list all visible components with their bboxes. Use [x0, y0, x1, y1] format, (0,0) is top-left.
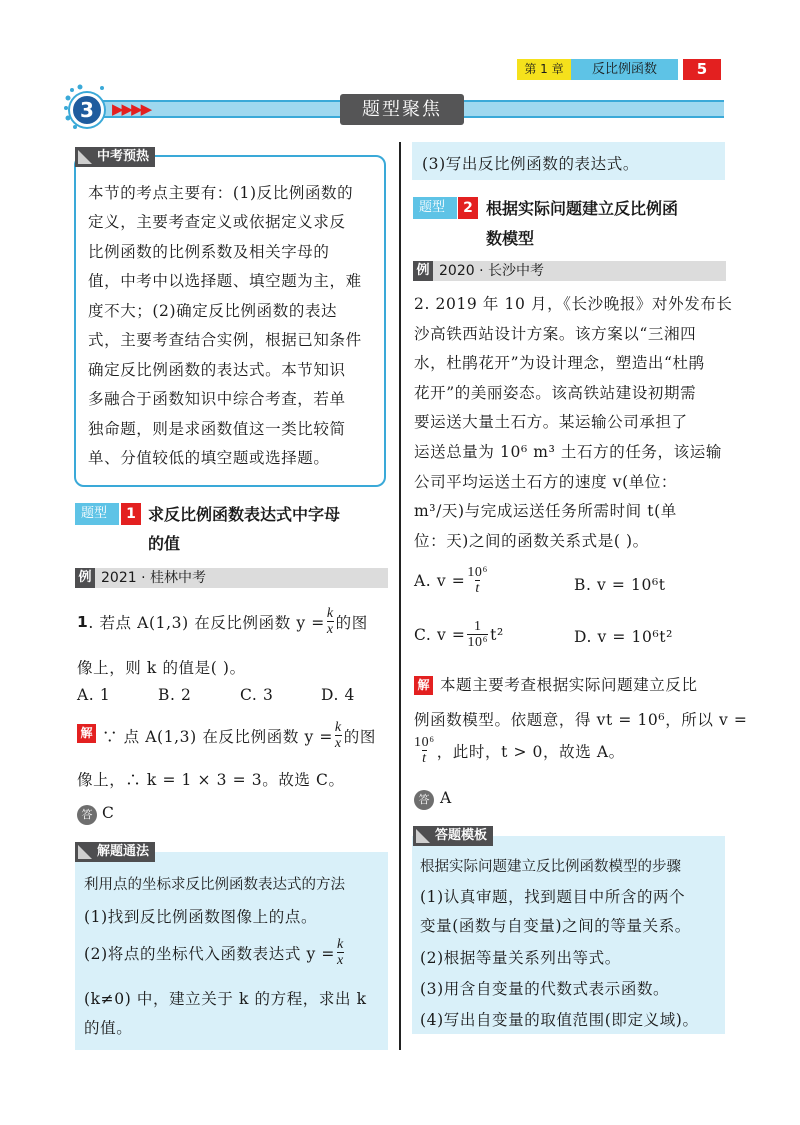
option-d: D. v = 10⁶t² [574, 628, 673, 646]
template-step: (1)认真审题，找到题目中所含的两个 [420, 888, 686, 906]
question-type-title: 根据实际问题建立反比例函 [486, 199, 679, 218]
option-text: C. v = [414, 626, 466, 644]
template-label-text: 答题模板 [435, 828, 488, 843]
section-title: 题型聚焦 [340, 94, 464, 125]
option-c: C. 3 [240, 686, 274, 704]
answer-mark: 答 [414, 790, 434, 810]
question-type-number: 1 [121, 503, 141, 525]
solution-text: 的图 [343, 728, 376, 746]
option-a: A. 1 [77, 686, 111, 704]
question-line: 2. 2019 年 10 月，《长沙晚报》对外发布长 [414, 295, 733, 313]
template-title: 根据实际问题建立反比例函数模型的步骤 [420, 859, 681, 875]
question-line: 公司平均运送土石方的速度 v(单位： [414, 473, 678, 491]
method-title: 利用点的坐标求反比例函数表达式的方法 [84, 877, 345, 893]
chapter-title: 反比例函数 [571, 59, 678, 80]
example-mark: 例 [413, 261, 433, 281]
method-step-1: (1)找到反比例函数图像上的点。 [84, 908, 318, 926]
option-a [414, 566, 490, 596]
template-label [413, 826, 493, 846]
preview-line: 确定反比例函数的表达式。本节知识 [88, 361, 346, 379]
solution-mark: 解 [77, 724, 96, 743]
method-step-3: (3)写出反比例函数的表达式。 [422, 155, 639, 173]
column-divider [399, 142, 401, 1050]
corner-triangle-icon [78, 150, 92, 164]
fraction-denominator: t [475, 581, 480, 596]
preview-line: 多融合于函数知识中综合考查，若单 [88, 390, 346, 408]
question-type-number: 2 [458, 197, 478, 219]
fraction-denominator: x [336, 953, 344, 968]
question-line: m³/天)与完成运送任务所需时间 t(单 [414, 502, 677, 520]
question-number: 1 [77, 613, 89, 631]
question-line: 沙高铁西站设计方案。该方案以“三湘四 [414, 325, 697, 343]
question-type-tag: 题型 [75, 503, 119, 525]
section-number: 3 [70, 93, 104, 127]
preview-line: 单、分值较低的填空题或选择题。 [88, 449, 330, 467]
answer-value: A [440, 789, 452, 807]
option-text: t² [490, 626, 504, 644]
method-label [75, 842, 155, 862]
example-source: 2021 · 桂林中考 [101, 570, 206, 586]
question-1 [77, 607, 368, 637]
solution-line: 例函数模型。依题意，得 vt = 10⁶，所以 v = [414, 711, 748, 729]
corner-triangle-icon [416, 829, 430, 843]
method-step-text: (2)将点的坐标代入函数表达式 y = [84, 945, 335, 963]
solution-line: 本题主要考查根据实际问题建立反比 [440, 676, 698, 694]
chapter-number: 第 1 章 [517, 59, 571, 80]
exam-preview-label [75, 147, 155, 167]
corner-triangle-icon [78, 845, 92, 859]
question-line: 运送总量为 10⁶ m³ 土石方的任务，该运输 [414, 443, 722, 461]
fraction-numerator: 10⁶ [414, 735, 435, 750]
template-step: 变量(函数与自变量)之间的等量关系。 [420, 917, 691, 935]
fraction [414, 736, 435, 766]
fraction-denominator: 10⁶ [467, 635, 489, 650]
question-line: 像上，则 k 的值是( )。 [77, 659, 246, 677]
preview-line: 式，主要考查结合实例，根据已知条件 [88, 331, 362, 349]
method-step-line: 的值。 [84, 1019, 133, 1037]
question-type-tag: 题型 [413, 197, 457, 219]
answer-value: C [102, 804, 115, 822]
solution-text: ∵ 点 A(1,3) 在反比例函数 y = [102, 728, 333, 746]
template-step: (2)根据等量关系列出等式。 [420, 949, 621, 967]
fraction-numerator: 10⁶ [467, 565, 489, 580]
solution-1 [102, 721, 376, 751]
arrows-icon: ▶▶▶▶ [112, 100, 151, 118]
fraction-denominator: x [334, 736, 342, 751]
question-line: 花开”的美丽姿态。该高铁站建设初期需 [414, 384, 697, 402]
preview-line: 定义，主要考查定义或依据定义求反 [88, 213, 346, 231]
example-source: 2020 · 长沙中考 [439, 263, 544, 279]
option-c [414, 620, 504, 650]
preview-line: 本节的考点主要有：(1)反比例函数的 [88, 184, 354, 202]
preview-line: 值，中考中以选择题、填空题为主，难 [88, 272, 362, 290]
question-type-title: 数模型 [486, 229, 535, 248]
question-line: 水，杜鹃花开”为设计理念，塑造出“杜鹃 [414, 354, 705, 372]
question-type-title: 的值 [148, 534, 181, 553]
option-text: A. v = [414, 572, 466, 590]
solution-mark: 解 [414, 676, 433, 695]
preview-line: 比例函数的比例系数及相关字母的 [88, 243, 330, 261]
solution-line: 像上，∴ k = 1 × 3 = 3。故选 C。 [77, 771, 345, 789]
fraction-denominator: x [326, 622, 334, 637]
method-step-2 [84, 938, 346, 968]
solution-line-3 [414, 736, 625, 766]
preview-line: 独命题，则是求函数值这一类比较简 [88, 420, 346, 438]
fraction-numerator: k [334, 720, 342, 735]
fraction [337, 938, 344, 968]
question-type-title: 求反比例函数表达式中字母 [148, 505, 341, 524]
option-d: D. 4 [321, 686, 355, 704]
question-text: 的图 [335, 614, 368, 632]
chapter-header [517, 59, 678, 80]
fraction-numerator: k [336, 937, 344, 952]
fraction-numerator: k [326, 606, 334, 621]
exam-preview-label-text: 中考预热 [97, 149, 150, 164]
preview-line: 度不大；(2)确定反比例函数的表达 [88, 302, 338, 320]
solution-text: ，此时，t > 0，故选 A。 [436, 743, 625, 761]
option-b: B. 2 [158, 686, 192, 704]
method-label-text: 解题通法 [97, 844, 150, 859]
page-number: 5 [683, 59, 721, 80]
fraction-numerator: 1 [473, 619, 482, 634]
fraction [467, 566, 488, 596]
answer-mark: 答 [77, 805, 97, 825]
question-line: 要运送大量土石方。某运输公司承担了 [414, 413, 688, 431]
method-step-line: (k≠0) 中，建立关于 k 的方程，求出 k [84, 990, 367, 1008]
question-text: . 若点 A(1,3) 在反比例函数 y = [88, 614, 325, 632]
template-step: (4)写出自变量的取值范围(即定义域)。 [420, 1011, 699, 1029]
fraction [327, 607, 334, 637]
fraction-denominator: t [422, 751, 427, 766]
fraction [467, 620, 488, 650]
question-line: 位：天)之间的函数关系式是( )。 [414, 532, 649, 550]
template-step: (3)用含自变量的代数式表示函数。 [420, 980, 670, 998]
fraction [335, 721, 342, 751]
example-mark: 例 [75, 568, 95, 588]
option-b: B. v = 10⁶t [574, 576, 666, 594]
